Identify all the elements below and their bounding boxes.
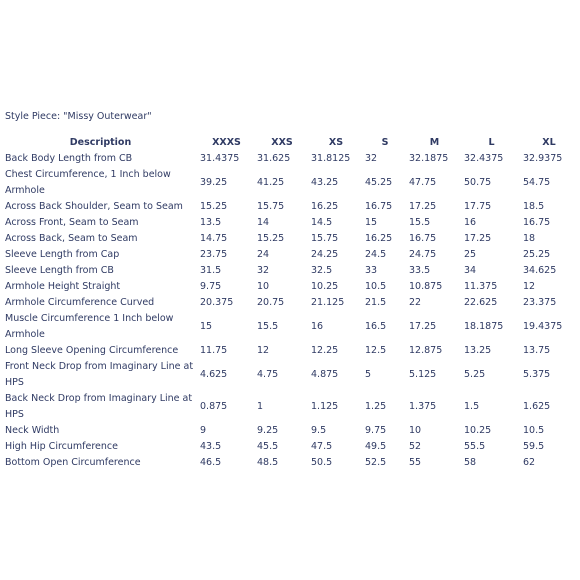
size-chart-table bbox=[3, 135, 577, 471]
cell-value: 24.5 bbox=[365, 249, 387, 260]
row-description: High Hip Circumference bbox=[5, 441, 118, 452]
cell-value: 15.25 bbox=[200, 201, 228, 212]
cell-value: 32.4375 bbox=[464, 153, 504, 164]
cell-value: 31.5 bbox=[200, 265, 222, 276]
cell-value: 15.5 bbox=[409, 217, 431, 228]
table-row bbox=[3, 167, 577, 199]
cell-value: 34 bbox=[464, 265, 477, 276]
cell-value: 5.375 bbox=[523, 369, 551, 380]
cell-value: 12.25 bbox=[311, 345, 339, 356]
cell-value: 16 bbox=[311, 321, 324, 332]
row-description: Armhole Height Straight bbox=[5, 281, 121, 292]
cell-value: 1.5 bbox=[464, 401, 480, 412]
cell-value: 12.5 bbox=[365, 345, 387, 356]
cell-value: 50.75 bbox=[464, 177, 492, 188]
row-description: Armhole Circumference Curved bbox=[5, 297, 155, 308]
header-size-l: L bbox=[488, 137, 495, 148]
table-header-row bbox=[3, 135, 577, 151]
cell-value: 18 bbox=[523, 233, 536, 244]
cell-value: 10.5 bbox=[523, 425, 545, 436]
cell-value: 31.4375 bbox=[200, 153, 240, 164]
row-description: Sleeve Length from Cap bbox=[5, 249, 120, 260]
cell-value: 5.25 bbox=[464, 369, 486, 380]
style-piece-title: Style Piece: "Missy Outerwear" bbox=[5, 111, 152, 122]
table-row bbox=[3, 295, 577, 311]
cell-value: 21.5 bbox=[365, 297, 387, 308]
cell-value: 11.75 bbox=[200, 345, 228, 356]
table-row bbox=[3, 391, 577, 423]
cell-value: 43.25 bbox=[311, 177, 339, 188]
cell-value: 45.25 bbox=[365, 177, 393, 188]
cell-value: 1.25 bbox=[365, 401, 387, 412]
row-description: Across Front, Seam to Seam bbox=[5, 217, 139, 228]
table-row bbox=[3, 231, 577, 247]
cell-value: 32 bbox=[257, 265, 270, 276]
cell-value: 52 bbox=[409, 441, 422, 452]
cell-value: 32.9375 bbox=[523, 153, 563, 164]
cell-value: 25.25 bbox=[523, 249, 551, 260]
cell-value: 23.75 bbox=[200, 249, 228, 260]
cell-value: 55.5 bbox=[464, 441, 486, 452]
cell-value: 13.5 bbox=[200, 217, 222, 228]
cell-value: 16.75 bbox=[523, 217, 551, 228]
cell-value: 10 bbox=[409, 425, 422, 436]
cell-value: 34.625 bbox=[523, 265, 557, 276]
cell-value: 15.25 bbox=[257, 233, 285, 244]
cell-value: 17.75 bbox=[464, 201, 492, 212]
cell-value: 16.25 bbox=[365, 233, 393, 244]
row-description: Neck Width bbox=[5, 425, 60, 436]
cell-value: 62 bbox=[523, 457, 536, 468]
cell-value: 24.25 bbox=[311, 249, 339, 260]
cell-value: 16.75 bbox=[409, 233, 437, 244]
cell-value: 10.5 bbox=[365, 281, 387, 292]
cell-value: 9 bbox=[200, 425, 207, 436]
cell-value: 15 bbox=[365, 217, 378, 228]
cell-value: 41.25 bbox=[257, 177, 285, 188]
cell-value: 49.5 bbox=[365, 441, 387, 452]
cell-value: 32 bbox=[365, 153, 378, 164]
cell-value: 13.75 bbox=[523, 345, 551, 356]
cell-value: 52.5 bbox=[365, 457, 387, 468]
cell-value: 23.375 bbox=[523, 297, 557, 308]
cell-value: 31.625 bbox=[257, 153, 291, 164]
cell-value: 14.5 bbox=[311, 217, 333, 228]
cell-value: 50.5 bbox=[311, 457, 333, 468]
cell-value: 11.375 bbox=[464, 281, 498, 292]
header-size-m: M bbox=[429, 137, 440, 148]
table-row bbox=[3, 359, 577, 391]
table-row bbox=[3, 151, 577, 167]
cell-value: 18.5 bbox=[523, 201, 545, 212]
cell-value: 59.5 bbox=[523, 441, 545, 452]
table-row bbox=[3, 215, 577, 231]
cell-value: 39.25 bbox=[200, 177, 228, 188]
cell-value: 16.75 bbox=[365, 201, 393, 212]
cell-value: 1 bbox=[257, 401, 264, 412]
cell-value: 31.8125 bbox=[311, 153, 351, 164]
cell-value: 9.75 bbox=[365, 425, 387, 436]
cell-value: 48.5 bbox=[257, 457, 279, 468]
cell-value: 32.1875 bbox=[409, 153, 449, 164]
cell-value: 10 bbox=[257, 281, 270, 292]
row-description: Sleeve Length from CB bbox=[5, 265, 114, 276]
row-description: Across Back Shoulder, Seam to Seam bbox=[5, 201, 183, 212]
cell-value: 5 bbox=[365, 369, 372, 380]
row-description: Front Neck Drop from Imaginary Line at HPS bbox=[5, 361, 194, 388]
table-row bbox=[3, 279, 577, 295]
cell-value: 22.625 bbox=[464, 297, 498, 308]
row-description: Back Neck Drop from Imaginary Line at HPS bbox=[5, 393, 193, 420]
cell-value: 45.5 bbox=[257, 441, 279, 452]
row-description: Across Back, Seam to Seam bbox=[5, 233, 138, 244]
cell-value: 15.5 bbox=[257, 321, 279, 332]
cell-value: 5.125 bbox=[409, 369, 437, 380]
cell-value: 32.5 bbox=[311, 265, 333, 276]
cell-value: 16 bbox=[464, 217, 477, 228]
row-description: Chest Circumference, 1 Inch below Armhole bbox=[5, 169, 171, 196]
cell-value: 9.5 bbox=[311, 425, 327, 436]
cell-value: 17.25 bbox=[409, 201, 437, 212]
cell-value: 20.75 bbox=[257, 297, 285, 308]
cell-value: 0.875 bbox=[200, 401, 228, 412]
cell-value: 47.75 bbox=[409, 177, 437, 188]
row-description: Muscle Circumference 1 Inch below Armhole bbox=[5, 313, 174, 340]
cell-value: 10.875 bbox=[409, 281, 443, 292]
cell-value: 20.375 bbox=[200, 297, 234, 308]
cell-value: 33 bbox=[365, 265, 378, 276]
table-row bbox=[3, 343, 577, 359]
cell-value: 15.75 bbox=[257, 201, 285, 212]
cell-value: 4.625 bbox=[200, 369, 228, 380]
table-row bbox=[3, 247, 577, 263]
cell-value: 1.125 bbox=[311, 401, 339, 412]
cell-value: 12.875 bbox=[409, 345, 443, 356]
cell-value: 54.75 bbox=[523, 177, 551, 188]
table-row bbox=[3, 263, 577, 279]
cell-value: 17.25 bbox=[464, 233, 492, 244]
cell-value: 19.4375 bbox=[523, 321, 563, 332]
header-size-xl: XL bbox=[542, 137, 556, 148]
table-row bbox=[3, 311, 577, 343]
header-description: Description bbox=[69, 137, 132, 148]
header-size-xxxs: XXXS bbox=[212, 137, 241, 148]
header-size-xxs: XXS bbox=[271, 137, 293, 148]
header-size-xs: XS bbox=[328, 137, 344, 148]
cell-value: 24 bbox=[257, 249, 270, 260]
cell-value: 1.375 bbox=[409, 401, 437, 412]
table-row bbox=[3, 455, 577, 471]
table-row bbox=[3, 423, 577, 439]
cell-value: 21.125 bbox=[311, 297, 345, 308]
row-description: Back Body Length from CB bbox=[5, 153, 133, 164]
cell-value: 14.75 bbox=[200, 233, 228, 244]
cell-value: 25 bbox=[464, 249, 477, 260]
cell-value: 9.25 bbox=[257, 425, 279, 436]
cell-value: 55 bbox=[409, 457, 422, 468]
cell-value: 10.25 bbox=[311, 281, 339, 292]
cell-value: 18.1875 bbox=[464, 321, 504, 332]
cell-value: 15.75 bbox=[311, 233, 339, 244]
cell-value: 12 bbox=[523, 281, 536, 292]
cell-value: 33.5 bbox=[409, 265, 431, 276]
row-description: Long Sleeve Opening Circumference bbox=[5, 345, 179, 356]
cell-value: 1.625 bbox=[523, 401, 551, 412]
table-row bbox=[3, 439, 577, 455]
cell-value: 24.75 bbox=[409, 249, 437, 260]
cell-value: 13.25 bbox=[464, 345, 492, 356]
cell-value: 46.5 bbox=[200, 457, 222, 468]
cell-value: 43.5 bbox=[200, 441, 222, 452]
header-size-s: S bbox=[381, 137, 389, 148]
cell-value: 47.5 bbox=[311, 441, 333, 452]
cell-value: 9.75 bbox=[200, 281, 222, 292]
cell-value: 4.75 bbox=[257, 369, 279, 380]
cell-value: 10.25 bbox=[464, 425, 492, 436]
table-row bbox=[3, 199, 577, 215]
cell-value: 15 bbox=[200, 321, 213, 332]
cell-value: 12 bbox=[257, 345, 270, 356]
cell-value: 17.25 bbox=[409, 321, 437, 332]
cell-value: 14 bbox=[257, 217, 270, 228]
cell-value: 58 bbox=[464, 457, 477, 468]
cell-value: 4.875 bbox=[311, 369, 339, 380]
cell-value: 22 bbox=[409, 297, 422, 308]
row-description: Bottom Open Circumference bbox=[5, 457, 141, 468]
cell-value: 16.25 bbox=[311, 201, 339, 212]
cell-value: 16.5 bbox=[365, 321, 387, 332]
